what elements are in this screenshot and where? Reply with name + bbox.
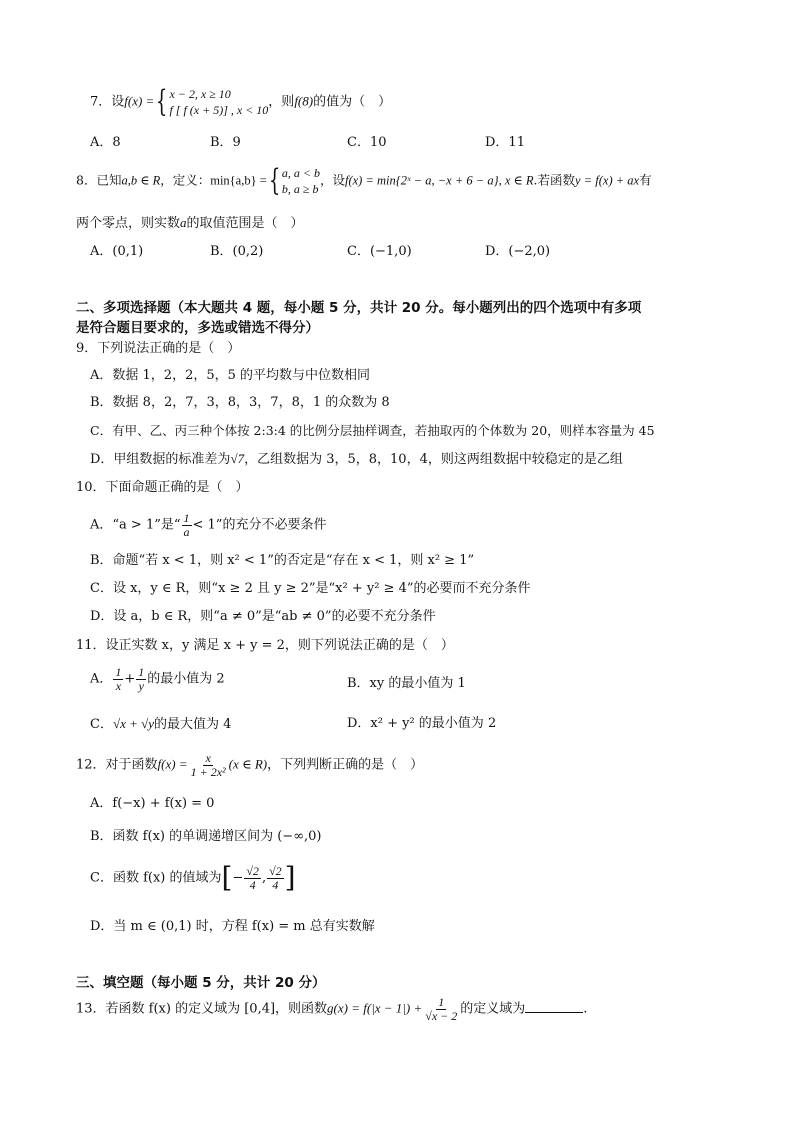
q9-option-b: B．数据 8，2，7，3，8，3，7，8，1 的众数为 8 [90, 395, 390, 410]
q11-option-d: D．x² + y² 的最小值为 2 [347, 716, 497, 731]
q10-option-a: A．“a > 1”是“ $\frac{1}{a}$ < 1”的充分不必要条件 [90, 511, 327, 539]
question-7: 7．设f(x) ={ x − 2, x ≥ 10 f [ f (x + 5)] , x < 10 ，则f(8)的值为（ ） [90, 84, 392, 120]
question-12-stem: 12．对于函数f(x) = $\frac{x}{\text{1 + 2x²}}$ (x ∈ R)，下列判断正确的是（ ） [76, 751, 424, 779]
q9-option-c: C．有甲、乙、丙三种个体按 2:3:4 的比例分层抽样调查，若抽取丙的个体数为 20，则样本容量为 45 [90, 423, 655, 438]
q8-option-b: B．(0,2) [210, 244, 264, 259]
function-f: f(x) = [124, 93, 155, 109]
question-9-stem: 9．下列说法正确的是（ ） [76, 341, 241, 356]
left-bracket-icon: [ [221, 861, 233, 894]
question-8: 8．已知a,b ∈ R，定义：min{a,b} ={ a, a < b b, a ≥ b ，设f(x) = min{2ˣ − a, −x + 6 − a}, x ∈ R.若函数y = f(x) + ax有 [76, 163, 652, 199]
q10-option-d: D．设 a，b ∈ R，则“a ≠ 0”是“ab ≠ 0”的必要不充分条件 [90, 609, 436, 624]
q11-option-a: A． $\frac{1}{x}$ + $\frac{1}{y}$ 的最小值为 2 [90, 665, 225, 693]
q8-option-d: D．(−2,0) [485, 244, 551, 259]
question-13: 13．若函数 f(x) 的定义域为 [0,4]，则函数g(x) = f(|x − 1|) + $\frac{1}{√x - 2}$ 的定义域为 . [76, 995, 588, 1023]
question-11-stem: 11．设正实数 x，y 满足 x + y = 2，则下列说法正确的是（ ） [76, 638, 454, 653]
q11-option-b: B．xy 的最小值为 1 [347, 676, 466, 691]
right-bracket-icon: ] [284, 861, 296, 894]
question-7-number: 7．设 [90, 94, 125, 110]
answer-blank[interactable] [525, 1000, 583, 1013]
question-10-stem: 10．下面命题正确的是（ ） [76, 480, 249, 495]
brace-icon: { [268, 163, 281, 199]
q7-option-d: D．11 [485, 135, 525, 150]
brace-icon: { [156, 84, 168, 120]
section-2-heading-line-2: 是符合题目要求的，多选或错选不得分） [76, 320, 319, 336]
q7-option-b: B．9 [210, 135, 241, 150]
q12-option-d: D．当 m ∈ (0,1) 时，方程 f(x) = m 总有实数解 [90, 919, 375, 934]
q9-option-a: A．数据 1，2，2，5，5 的平均数与中位数相同 [90, 368, 371, 383]
q10-option-b: B．命题“若 x < 1，则 x² < 1”的否定是“存在 x < 1，则 x² ≥ 1” [90, 553, 475, 568]
q10-option-c: C．设 x，y ∈ R，则“x ≥ 2 且 y ≥ 2”是“x² + y² ≥ 4”的必要而不充分条件 [90, 581, 531, 596]
q7-option-a: A．8 [90, 135, 121, 150]
fraction: $\frac{1}{a}$ [183, 511, 190, 539]
q7-option-c: C．10 [347, 135, 387, 150]
q9-option-d: D．甲组数据的标准差为√7，乙组数据为 3，5，8，10，4，则这两组数据中较稳定的是乙组 [90, 451, 623, 467]
q8-option-a: A．(0,1) [90, 244, 144, 259]
section-2-heading: 二、多项选择题（本大题共 4 题，每小题 5 分，共计 20 分。每小题列出的四个选项中有多项 [76, 300, 642, 316]
piecewise-cases: x − 2, x ≥ 10 f [ f (x + 5)] , x < 10 [169, 87, 269, 118]
q12-option-b: B．函数 f(x) 的单调递增区间为 (−∞,0) [90, 829, 322, 844]
section-3-heading: 三、填空题（每小题 5 分，共计 20 分） [76, 975, 326, 991]
q11-option-c: C．√x + √y的最大值为 4 [90, 716, 232, 732]
q8-option-c: C．(−1,0) [347, 244, 412, 259]
q12-option-c: C．函数 f(x) 的值域为[− $\frac{√2}{4}$ , $\frac{√2}{4}$ ] [90, 861, 296, 894]
question-8-line-2: 两个零点，则实数a的取值范围是（ ） [76, 215, 304, 231]
q12-option-a: A．f(−x) + f(x) = 0 [90, 796, 215, 811]
